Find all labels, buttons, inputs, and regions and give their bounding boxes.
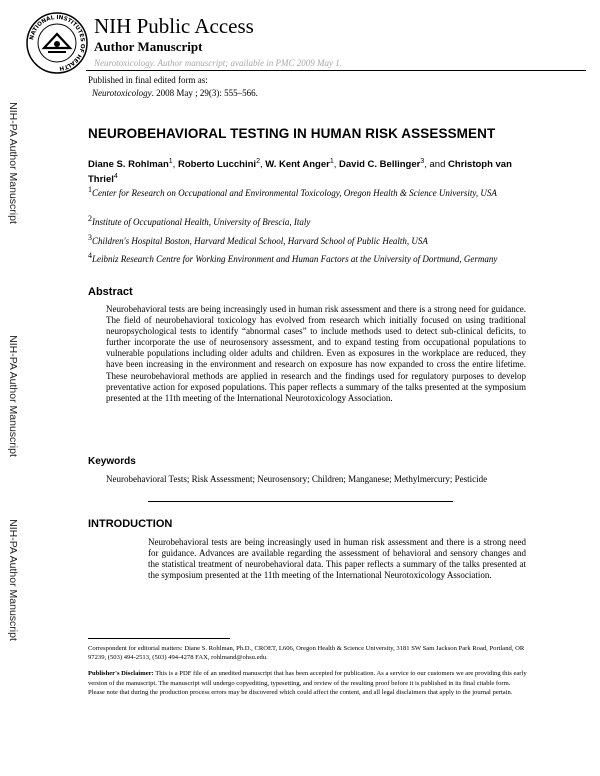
author-4: David C. Bellinger$^3$, and — [339, 158, 449, 171]
keywords-heading: Keywords — [88, 456, 136, 467]
header-journal-line: Neurotoxicology. Author manuscript; available in PMC 2009 May 1. — [94, 58, 342, 68]
header-title: NIH Public Access — [94, 14, 254, 38]
header-rule — [86, 70, 586, 71]
published-line: Published in final edited form as: — [88, 75, 208, 85]
footnote-rule — [88, 638, 230, 639]
header-subtitle: Author Manuscript — [94, 39, 203, 54]
author-2: Roberto Lucchini$^2$, — [177, 158, 266, 171]
author-list — [88, 156, 528, 186]
logo-ring-text: NATIONAL INSTITUTES OF HEALTH — [29, 14, 86, 71]
affiliation-3: $^3$Children's Hospital Boston, Harvard Medical School, Harvard School of Public Health, USA — [88, 233, 428, 246]
citation-line — [92, 88, 258, 99]
section-divider — [148, 501, 453, 502]
introduction-text: Neurobehavioral tests are being increasingly used in human risk assessment and there is a strong need for guidance. Advances are available regarding the assessment of behavioral and sensory changes and the statistical treatment of neurobehavioral data. This paper reflects a summary of the talks presented at the symposium presented at the 11th meeting of the International Neurotoxicology Association. — [148, 537, 526, 581]
disclaimer-label: Publisher's Disclaimer: — [88, 670, 154, 677]
disclaimer-text: This is a PDF file of an unedited manuscript that has been accepted for publication. As a service to our customers we are providing this early version of the manuscript. The manuscript will undergo copyediting, typesetting, and review of the resulting proof before it is published in its final citable form. Please note that during the production process errors may be discovered which could affect the content, and all legal disclaimers that apply to the journal pertain. — [88, 670, 527, 696]
keywords-text: Neurobehavioral Tests; Risk Assessment; Neurosensory; Children; Manganese; Methylmercury; Pesticide — [106, 474, 488, 484]
nih-logo — [26, 12, 88, 74]
citation-details: . 2008 May ; 29(3): 555–566. — [151, 88, 258, 98]
abstract-text: Neurobehavioral tests are being increasingly used in human risk assessment and there is a strong need for guidance. The field of neurobehavioral toxicology has evolved from research which initially focused on using traditional neuropsychological tests to identify “abnormal cases” to include methods used to detect sub-clinical deficits, to further incorporate the use of neurosensory assessment, and to expand testing from occupational populations to vulnerable populations including older adults and children. Even as exposures in the workplace are reduced, they have been increasing in the environment and research on exposure has now expanded to cross the entire lifetime. These neurobehavioral methods are applied in research and the findings used for regulatory purposes to develop preventative action for exposed populations. This paper reflects a summary of the talks presented at the symposium presented at the 11th meeting of the International Neurotoxicology Association. — [106, 304, 526, 403]
sidebar-label-bottom: NIH-PA Author Manuscript — [7, 518, 19, 641]
citation-journal: Neurotoxicology — [92, 88, 152, 98]
publisher-disclaimer — [88, 669, 528, 698]
sidebar-label-top: NIH-PA Author Manuscript — [7, 101, 19, 224]
sidebar-label-middle: NIH-PA Author Manuscript — [7, 334, 19, 457]
author-1: Diane S. Rohlman$^1$, — [88, 158, 178, 171]
affiliation-4: $^4$Leibniz Research Centre for Working Environment and Human Factors at the University of Dortmund, Germany — [88, 251, 498, 264]
author-5: Christoph van Thriel$^4$ — [88, 159, 512, 186]
introduction-heading: INTRODUCTION — [88, 518, 173, 530]
affiliation-2: $^2$Institute of Occupational Health, University of Brescia, Italy — [88, 214, 311, 227]
paper-title: NEUROBEHAVIORAL TESTING IN HUMAN RISK ASSESSMENT — [88, 126, 496, 141]
abstract-heading: Abstract — [88, 286, 133, 298]
correspondence-footnote: Correspondent for editorial matters: Diane S. Rohlman, Ph.D., CROET, L606, Oregon Health & Science University, 3181 SW Sam Jackson Park Road, Portland, OR 97239, (503) 494-2513, (503) 494-4278 FAX, rohlmand@ohsu.edu. — [88, 645, 525, 661]
author-3: W. Kent Anger$^1$, — [265, 158, 340, 171]
affiliation-1: $^1$Center for Research on Occupational and Environmental Toxicology, Oregon Health & Science University, USA — [88, 185, 497, 198]
